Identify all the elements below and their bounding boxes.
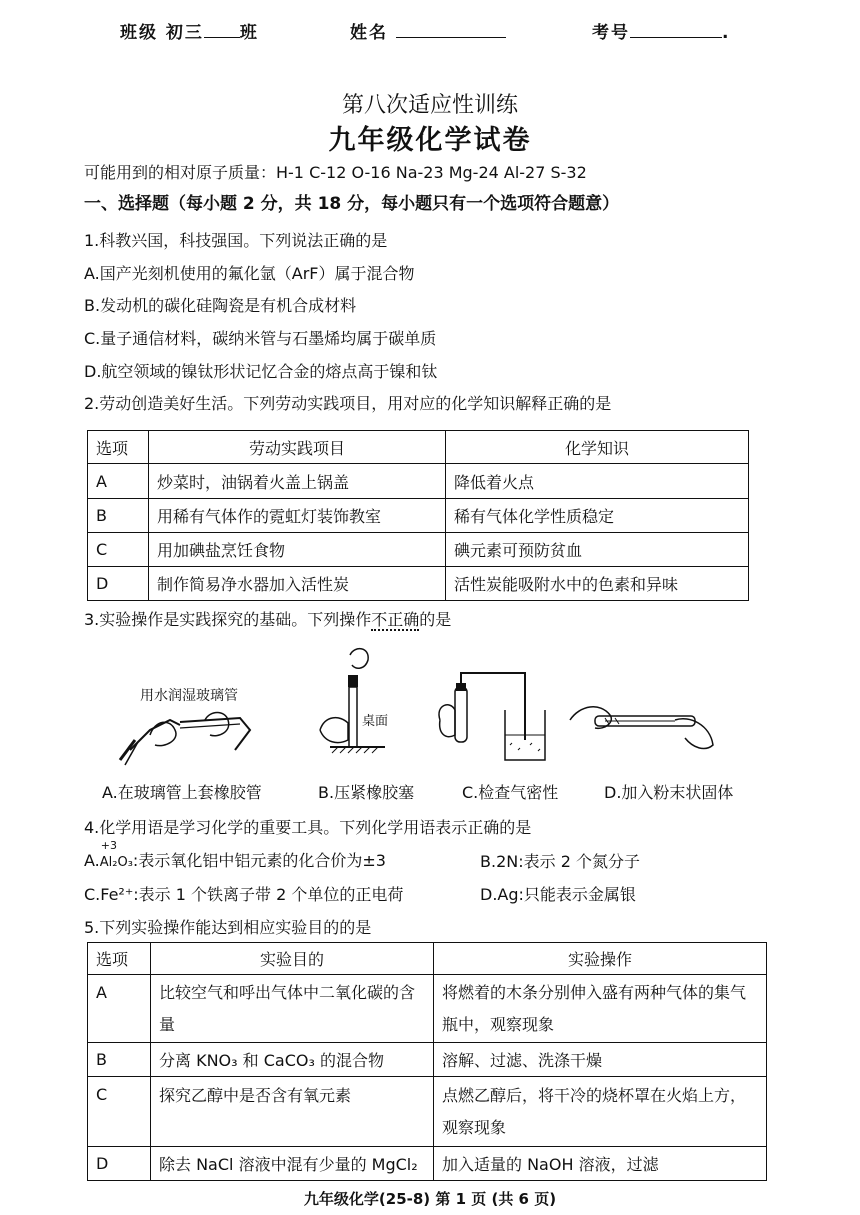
table-cell: 制作简易净水器加入活性炭	[149, 567, 446, 601]
q4-option-c: C.Fe²⁺:表示 1 个铁离子带 2 个单位的正电荷	[84, 885, 404, 904]
table-cell: 比较空气和呼出气体中二氧化碳的含量	[151, 975, 434, 1043]
table-row	[88, 1077, 767, 1147]
table-cell: 降低着火点	[446, 464, 749, 499]
class-value: 初三	[165, 23, 204, 43]
table-cell: A	[88, 975, 151, 1043]
table-header-row	[88, 943, 767, 975]
table-header-row	[88, 431, 749, 464]
class-suffix: 班	[239, 23, 259, 43]
table-cell: 溶解、过滤、洗涤干燥	[434, 1043, 767, 1077]
header-cell: 劳动实践项目	[149, 431, 446, 464]
q2-stem: 2.劳动创造美好生活。下列劳动实践项目，用对应的化学知识解释正确的是	[84, 394, 612, 413]
class-label: 班级	[120, 23, 158, 43]
table-cell: 活性炭能吸附水中的色素和异味	[446, 567, 749, 601]
table-row	[88, 499, 749, 533]
header-cell: 实验目的	[151, 943, 434, 975]
glass-tube-rubber-hose-illustration	[110, 680, 270, 770]
table-cell: C	[88, 1077, 151, 1147]
q1-option-c: C.量子通信材料，碳纳米管与石墨烯均属于碳单质	[84, 329, 437, 348]
table-cell: C	[88, 533, 149, 567]
table-cell: 点燃乙醇后，将干冷的烧杯罩在火焰上方，观察现象	[434, 1077, 767, 1147]
page-footer: 九年级化学(25-8) 第 1 页 (共 6 页)	[303, 1190, 557, 1208]
table-cell: 探究乙醇中是否含有氧元素	[151, 1077, 434, 1147]
q3-caption-d: D.加入粉末状固体	[604, 783, 734, 802]
table-cell: D	[88, 1147, 151, 1181]
exam-title: 九年级化学试卷	[328, 125, 532, 156]
table-cell: 除去 NaCl 溶液中混有少量的 MgCl₂	[151, 1147, 434, 1181]
q3-stem-part: 3.实验操作是实践探究的基础。下列操作	[84, 610, 372, 629]
q3-caption-b: B.压紧橡胶塞	[318, 783, 415, 802]
table-cell: A	[88, 464, 149, 499]
q1-option-a: A.国产光刻机使用的氟化氩（ArF）属于混合物	[84, 264, 415, 283]
table-cell: 碘元素可预防贫血	[446, 533, 749, 567]
q3-stem	[84, 607, 451, 630]
label-a-text: 用水润湿玻璃管	[140, 688, 238, 704]
q3-stem-part: 的是	[419, 610, 452, 629]
section-heading: 一、选择题（每小题 2 分，共 18 分，每小题只有一个选项符合题意）	[84, 194, 620, 214]
table-cell: 稀有气体化学性质稳定	[446, 499, 749, 533]
table-row	[88, 1043, 767, 1077]
table-row	[88, 567, 749, 601]
header-cell: 选项	[88, 431, 149, 464]
header-cell: 实验操作	[434, 943, 767, 975]
table-cell: D	[88, 567, 149, 601]
id-label: 考号	[592, 23, 630, 43]
name-blank[interactable]	[396, 23, 506, 38]
exam-subtitle: 第八次适应性训练	[341, 93, 518, 118]
table-row	[88, 975, 767, 1043]
atomic-masses: 可能用到的相对原子质量：H-1 C-12 O-16 Na-23 Mg-24 Al-27 S-32	[84, 163, 587, 182]
q4-option-b: B.2N:表示 2 个氮分子	[480, 852, 640, 871]
q4-stem: 4.化学用语是学习化学的重要工具。下列化学用语表示正确的是	[84, 818, 532, 837]
name-field	[350, 18, 506, 43]
header-cell: 化学知识	[446, 431, 749, 464]
q1-option-d: D.航空领域的镍钛形状记忆合金的熔点高于镍和钛	[84, 362, 438, 381]
table-row	[88, 1147, 767, 1181]
class-field	[120, 18, 259, 43]
q4-option-d: D.Ag:只能表示金属银	[480, 885, 636, 904]
q4-option-a: A. +3 Al₂O₃:表示氧化铝中铝元素的化合价为±3	[84, 839, 386, 870]
label-b-text: 桌面	[362, 714, 389, 729]
table-cell: 用加碘盐烹饪食物	[149, 533, 446, 567]
q4-option-a-text: :表示氧化铝中铝元素的化合价为±3	[132, 851, 386, 870]
q3-emphasis: 不正确	[371, 610, 420, 629]
table-cell: 将燃着的木条分别伸入盛有两种气体的集气瓶中，观察现象	[434, 975, 767, 1043]
table-cell: 炒菜时，油锅着火盖上锅盖	[149, 464, 446, 499]
table-cell: 分离 KNO₃ 和 CaCO₃ 的混合物	[151, 1043, 434, 1077]
q1-stem: 1.科教兴国，科技强国。下列说法正确的是	[84, 231, 388, 250]
id-blank[interactable]	[630, 23, 722, 38]
table-cell: B	[88, 1043, 151, 1077]
test-tube-stopper-illustration	[310, 645, 410, 765]
charge-label: +3	[100, 839, 117, 852]
name-label: 姓名	[350, 23, 388, 43]
q2-table	[87, 430, 749, 601]
q3-caption-a: A.在玻璃管上套橡胶管	[102, 783, 262, 802]
table-cell: 用稀有气体作的霓虹灯装饰教室	[149, 499, 446, 533]
table-row	[88, 464, 749, 499]
q5-stem: 5.下列实验操作能达到相应实验目的的是	[84, 918, 372, 937]
powder-addition-illustration	[565, 690, 725, 765]
airtightness-check-illustration	[430, 665, 560, 770]
table-cell: B	[88, 499, 149, 533]
header-cell: 选项	[88, 943, 151, 975]
q3-caption-c: C.检查气密性	[462, 783, 559, 802]
q1-option-b: B.发动机的碳化硅陶瓷是有机合成材料	[84, 296, 357, 315]
class-blank[interactable]	[204, 23, 240, 38]
id-tail: .	[722, 23, 731, 43]
table-cell: 加入适量的 NaOH 溶液，过滤	[434, 1147, 767, 1181]
formula: Al₂O₃	[99, 855, 133, 870]
q5-table	[87, 942, 767, 1181]
id-field	[592, 18, 730, 43]
table-row	[88, 533, 749, 567]
